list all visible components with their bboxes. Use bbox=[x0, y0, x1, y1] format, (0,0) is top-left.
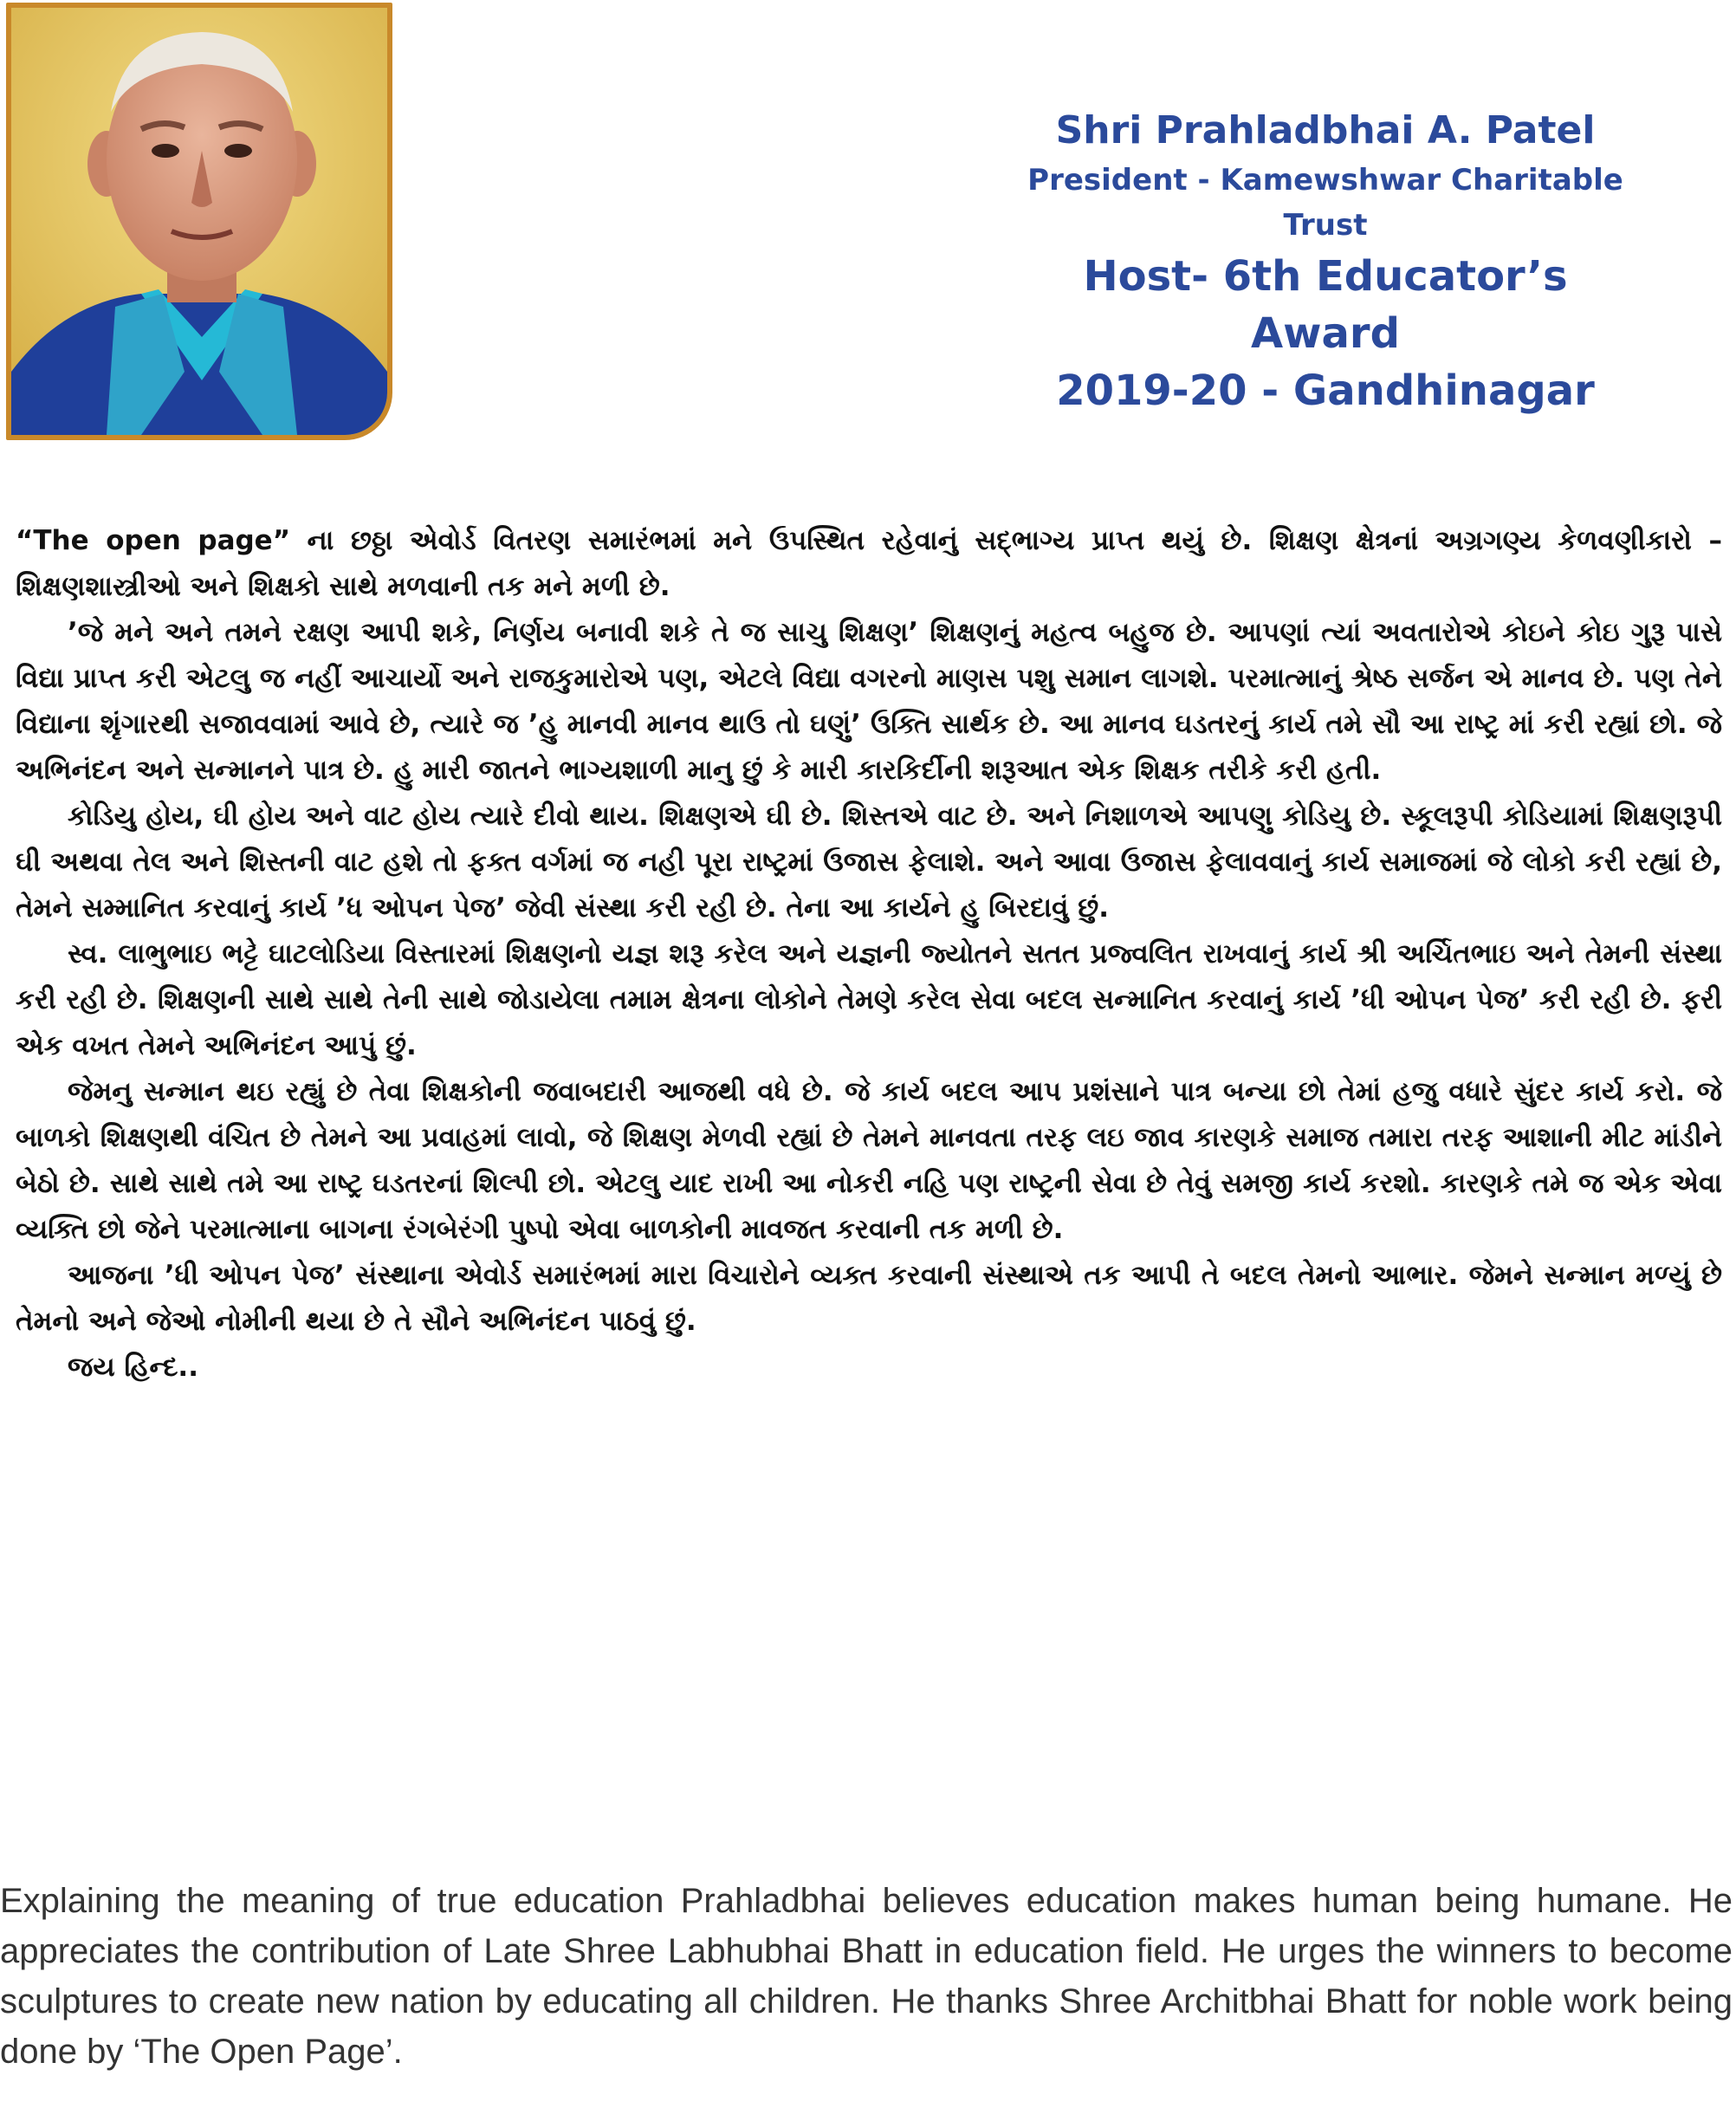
speech-paragraph-4: સ્વ. લાભુભાઇ ભટ્ટે ઘાટલોડિયા વિસ્તારમાં શિક્ષણનો યજ્ઞ શરૂ કરેલ અને યજ્ઞની જ્યોતને સતત પ્રજ્વલિત રાખવાનું કાર્ય શ્રી અર્ચિતભાઇ અને તેમની સંસ્થા કરી રહી છે. શિક્ષણની સાથે સાથે તેની સાથે જોડાયેલા તમામ ક્ષેત્રના લોકોને તેમણે કરેલ સેવા બદલ સન્માનિત કરવાનું કાર્ય ’ધી ઓપન પેજ’ કરી રહી છે. ફરી એક વખત તેમને અભિનંદન આપું છું. bbox=[16, 938, 1722, 1061]
speech-paragraph-1: “The open page” ના છઠ્ઠા એવોર્ડ વિતરણ સમારંભમાં મને ઉપસ્થિત રહેવાનું સદ્ભાગ્ય પ્રાપ્ત થયું છે. શિક્ષણ ક્ષેત્રનાં અગ્રગણ્ય કેળવણીકારો – શિક્ષણશાસ્ત્રીઓ અને શિક્ષકો સાથે મળવાની તક મને મળી છે. bbox=[16, 525, 1722, 602]
english-summary bbox=[0, 1876, 1733, 2077]
heading-block bbox=[1022, 104, 1629, 419]
summary-paragraph: Explaining the meaning of true education Prahladbhai believes education makes human being humane. He appreciates the contribution of Late Shree Labhubhai Bhatt in education field. He urges the winners to become sculptures to create new nation by educating all children. He thanks Shree Architbhai Bhatt for noble work being done by ‘The Open Page’. bbox=[0, 1882, 1733, 2071]
speech-closing: જય હિન્દ.. bbox=[68, 1352, 198, 1383]
portrait-icon bbox=[11, 8, 387, 435]
speech-paragraph-6: આજના ’ધી ઓપન પેજ’ સંસ્થાના એવોર્ડ સમારંભમાં મારા વિચારોને વ્યક્ત કરવાની સંસ્થાએ તક આપી તે બદલ તેમનો આભાર. જેમને સન્માન મળ્યું છે તેમનો અને જેઓ નોમીની થયા છે તે સૌને અભિનંદન પાઠવું છું. bbox=[16, 1260, 1722, 1337]
speech-paragraph-2: ’જે મને અને તમને રક્ષણ આપી શકે, નિર્ણય બનાવી શકે તે જ સાચુ શિક્ષણ’ શિક્ષણનું મહત્વ બહુજ છે. આપણાં ત્યાં અવતારોએ કોઇને કોઇ ગુરૂ પાસે વિદ્યા પ્રાપ્ત કરી એટલુ જ નહીં આચાર્યો અને રાજકુમારોએ પણ, એટલે વિદ્યા વગરનો માણસ પશુ સમાન લાગશે. પરમાત્માનું શ્રેષ્ઠ સર્જન એ માનવ છે. પણ તેને વિદ્યાના શૃંગારથી સજાવવામાં આવે છે, ત્યારે જ ’હુ માનવી માનવ થાઉ તો ઘણું’ ઉક્તિ સાર્થક છે. આ માનવ ઘડતરનું કાર્ય તમે સૌ આ રાષ્ટ્ર માં કરી રહ્યાં છો. જે અભિનંદન અને સન્માનને પાત્ર છે. હુ મારી જાતને ભાગ્યશાળી માનુ છું કે મારી કારકિર્દીની શરૂઆત એક શિક્ષક તરીકે કરી હતી. bbox=[16, 617, 1722, 786]
speech-paragraph-3: કોડિયુ હોય, ઘી હોય અને વાટ હોય ત્યારે દીવો થાય. શિક્ષણએ ઘી છે. શિસ્તએ વાટ છે. અને નિશાળએ આપણુ કોડિયુ છે. સ્કૂલરૂપી કોડિયામાં શિક્ષણરૂપી ઘી અથવા તેલ અને શિસ્તની વાટ હશે તો ફક્ત વર્ગમાં જ નહી પૂરા રાષ્ટ્રમાં ઉજાસ ફેલાશે. અને આવા ઉજાસ ફેલાવવાનું કાર્ય સમાજમાં જે લોકો કરી રહ્યાં છે, તેમને સમ્માનિત કરવાનું કાર્ય ’ધ ઓપન પેજ’ જેવી સંસ્થા કરી રહી છે. તેના આ કાર્યને હુ બિરદાવું છું. bbox=[16, 801, 1722, 924]
gujarati-speech bbox=[16, 518, 1722, 1391]
event-line-1: Host- 6th Educator’s Award bbox=[1083, 252, 1568, 358]
person-role: President - Kamewshwar Charitable Trust bbox=[1027, 163, 1623, 243]
speech-paragraph-5: જેમનુ સન્માન થઇ રહ્યું છે તેવા શિક્ષકોની જવાબદારી આજથી વધે છે. જે કાર્ય બદલ આપ પ્રશંસાને પાત્ર બન્યા છો તેમાં હજુ વધારે સુંદર કાર્ય કરો. જે બાળકો શિક્ષણથી વંચિત છે તેમને આ પ્રવાહમાં લાવો, જે શિક્ષણ મેળવી રહ્યાં છે તેમને માનવતા તરફ લઇ જાવ કારણકે સમાજ તમારા તરફ આશાની મીટ માંડીને બેઠો છે. સાથે સાથે તમે આ રાષ્ટ્ર ઘડતરનાં શિલ્પી છો. એટલુ યાદ રાખી આ નોકરી નહિ પણ રાષ્ટ્રની સેવા છે તેવું સમજી કાર્ય કરશો. કારણકે તમે જ એક એવા વ્યક્તિ છો જેને પરમાત્માના બાગના રંગબેરંગી પુષ્પો એવા બાળકોની માવજત કરવાની તક મળી છે. bbox=[16, 1076, 1723, 1245]
event-line-2: 2019-20 - Gandhinagar bbox=[1056, 366, 1595, 415]
person-name: Shri Prahladbhai A. Patel bbox=[1055, 108, 1596, 152]
portrait-photo bbox=[6, 3, 392, 440]
